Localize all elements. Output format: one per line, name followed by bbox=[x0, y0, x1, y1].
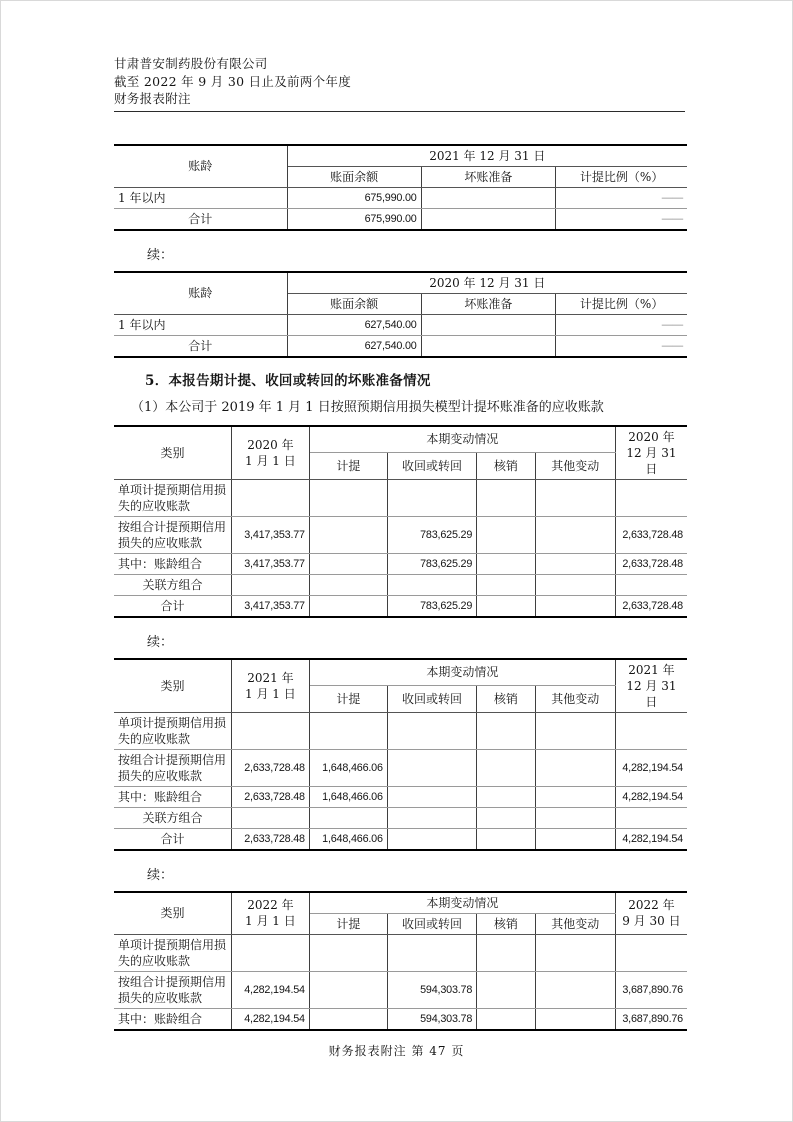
end-cell bbox=[615, 807, 687, 828]
aging-column-header: 账龄 bbox=[114, 145, 287, 188]
begin-date-line1: 2021 年 bbox=[247, 670, 294, 685]
accrual-cell bbox=[309, 553, 387, 574]
date-header: 2020 年 12 月 31 日 bbox=[287, 272, 687, 294]
writeoff-cell bbox=[477, 595, 535, 617]
accrual-cell bbox=[309, 479, 387, 516]
writeoff-cell bbox=[477, 712, 535, 749]
recovery-cell bbox=[387, 479, 476, 516]
provision-table-2020 bbox=[114, 425, 687, 618]
table-row bbox=[114, 786, 687, 807]
begin-cell: 3,417,353.77 bbox=[231, 516, 309, 553]
end-date-header bbox=[615, 659, 687, 713]
row-label-cell: 合计 bbox=[114, 828, 231, 850]
writeoff-cell bbox=[477, 1008, 535, 1030]
row-label-cell: 其中：账龄组合 bbox=[114, 786, 231, 807]
row-label-cell: 合计 bbox=[114, 595, 231, 617]
accrual-cell bbox=[309, 934, 387, 971]
page-footer: 财务报表附注 第 47 页 bbox=[328, 1044, 465, 1058]
total-row bbox=[114, 335, 687, 357]
recovery-cell: 594,303.78 bbox=[387, 1008, 476, 1030]
header-row bbox=[114, 892, 687, 914]
col-header-balance: 账面余额 bbox=[287, 293, 421, 314]
end-cell: 3,687,890.76 bbox=[615, 971, 687, 1008]
recovery-cell bbox=[387, 934, 476, 971]
accrual-cell: 1,648,466.06 bbox=[309, 749, 387, 786]
end-date-line2: 12 月 31 日 bbox=[626, 445, 677, 476]
section-5-1-subheading: （1）本公司于 2019 年 1 月 1 日按照预期信用损失模型计提坏账准备的应收账款 bbox=[131, 399, 604, 415]
end-cell: 2,633,728.48 bbox=[615, 595, 687, 617]
bad-debt-cell bbox=[421, 187, 556, 208]
date-header: 2021 年 12 月 31 日 bbox=[287, 145, 687, 167]
col-header-other: 其他变动 bbox=[535, 913, 615, 934]
begin-date-header bbox=[231, 892, 309, 935]
continued-label: 续： bbox=[147, 867, 174, 883]
table-row bbox=[114, 934, 687, 971]
col-header-other: 其他变动 bbox=[535, 686, 615, 712]
row-label-cell: 合计 bbox=[114, 335, 287, 357]
begin-date-line1: 2020 年 bbox=[247, 437, 294, 452]
total-row bbox=[114, 208, 687, 230]
accrual-cell bbox=[309, 807, 387, 828]
col-header-accrual: 计提 bbox=[309, 913, 387, 934]
continued-label: 续： bbox=[147, 634, 174, 650]
accrual-cell bbox=[309, 574, 387, 595]
document-header bbox=[114, 55, 685, 108]
col-header-bad-debt: 坏账准备 bbox=[421, 293, 556, 314]
end-cell: 2,633,728.48 bbox=[615, 516, 687, 553]
end-cell bbox=[615, 934, 687, 971]
writeoff-cell bbox=[477, 479, 535, 516]
end-date-line1: 2022 年 bbox=[628, 898, 675, 912]
row-label-cell: 关联方组合 bbox=[114, 807, 231, 828]
other-cell bbox=[535, 553, 615, 574]
table-row bbox=[114, 807, 687, 828]
table-row bbox=[114, 749, 687, 786]
recovery-cell bbox=[387, 574, 476, 595]
bad-debt-cell bbox=[421, 314, 556, 335]
provision-table-2021 bbox=[114, 658, 687, 851]
row-label-cell: 关联方组合 bbox=[114, 574, 231, 595]
begin-date-header bbox=[231, 659, 309, 713]
company-name: 甘肃普安制药股份有限公司 bbox=[114, 56, 268, 71]
table-row bbox=[114, 712, 687, 749]
writeoff-cell bbox=[477, 934, 535, 971]
ratio-cell: —— bbox=[556, 208, 687, 230]
row-label-cell: 单项计提预期信用损失的应收账款 bbox=[114, 934, 231, 971]
col-header-recovery: 收回或转回 bbox=[387, 453, 476, 479]
writeoff-cell bbox=[477, 786, 535, 807]
row-label-cell: 按组合计提预期信用损失的应收账款 bbox=[114, 516, 231, 553]
other-cell bbox=[535, 934, 615, 971]
writeoff-cell bbox=[477, 516, 535, 553]
accrual-cell bbox=[309, 595, 387, 617]
table-row bbox=[114, 479, 687, 516]
end-cell bbox=[615, 574, 687, 595]
row-label-cell: 按组合计提预期信用损失的应收账款 bbox=[114, 749, 231, 786]
change-group-header: 本期变动情况 bbox=[309, 426, 615, 453]
writeoff-cell bbox=[477, 749, 535, 786]
end-date-line2: 12 月 31 日 bbox=[626, 678, 677, 709]
row-label-cell: 单项计提预期信用损失的应收账款 bbox=[114, 712, 231, 749]
col-header-bad-debt: 坏账准备 bbox=[421, 166, 556, 187]
ratio-cell: —— bbox=[556, 187, 687, 208]
header-row bbox=[114, 272, 687, 294]
begin-cell bbox=[231, 712, 309, 749]
writeoff-cell bbox=[477, 553, 535, 574]
begin-cell bbox=[231, 934, 309, 971]
end-date-header bbox=[615, 892, 687, 935]
document-title: 财务报表附注 bbox=[114, 91, 191, 106]
writeoff-cell bbox=[477, 807, 535, 828]
other-cell bbox=[535, 786, 615, 807]
other-cell bbox=[535, 595, 615, 617]
recovery-cell bbox=[387, 712, 476, 749]
begin-date-line2: 1 月 1 日 bbox=[245, 914, 296, 928]
accrual-cell bbox=[309, 712, 387, 749]
balance-cell: 675,990.00 bbox=[287, 208, 421, 230]
col-header-ratio: 计提比例（%） bbox=[556, 293, 687, 314]
writeoff-cell bbox=[477, 971, 535, 1008]
row-label-cell: 1 年以内 bbox=[114, 187, 287, 208]
recovery-cell: 594,303.78 bbox=[387, 971, 476, 1008]
header-row bbox=[114, 659, 687, 686]
table-row bbox=[114, 187, 687, 208]
table-row bbox=[114, 516, 687, 553]
col-header-ratio: 计提比例（%） bbox=[556, 166, 687, 187]
other-cell bbox=[535, 749, 615, 786]
end-cell: 2,633,728.48 bbox=[615, 553, 687, 574]
section-5-heading: 5．本报告期计提、收回或转回的坏账准备情况 bbox=[145, 372, 431, 389]
recovery-cell bbox=[387, 749, 476, 786]
other-cell bbox=[535, 712, 615, 749]
recovery-cell: 783,625.29 bbox=[387, 516, 476, 553]
ratio-cell: —— bbox=[556, 314, 687, 335]
recovery-cell: 783,625.29 bbox=[387, 553, 476, 574]
balance-cell: 627,540.00 bbox=[287, 314, 421, 335]
end-cell: 4,282,194.54 bbox=[615, 828, 687, 850]
begin-cell bbox=[231, 807, 309, 828]
accrual-cell: 1,648,466.06 bbox=[309, 828, 387, 850]
end-date-header bbox=[615, 426, 687, 480]
header-divider bbox=[114, 111, 685, 112]
bad-debt-cell bbox=[421, 335, 556, 357]
begin-cell bbox=[231, 479, 309, 516]
table-row bbox=[114, 314, 687, 335]
end-cell bbox=[615, 479, 687, 516]
accrual-cell: 1,648,466.06 bbox=[309, 786, 387, 807]
end-cell bbox=[615, 712, 687, 749]
col-header-other: 其他变动 bbox=[535, 453, 615, 479]
report-period: 截至 2022 年 9 月 30 日止及前两个年度 bbox=[114, 73, 352, 89]
end-cell: 4,282,194.54 bbox=[615, 786, 687, 807]
ratio-cell: —— bbox=[556, 335, 687, 357]
begin-cell: 2,633,728.48 bbox=[231, 786, 309, 807]
aging-table-2020-12-31 bbox=[114, 271, 687, 358]
begin-date-line1: 2022 年 bbox=[247, 898, 294, 912]
recovery-cell bbox=[387, 807, 476, 828]
balance-cell: 627,540.00 bbox=[287, 335, 421, 357]
begin-cell: 3,417,353.77 bbox=[231, 553, 309, 574]
accrual-cell bbox=[309, 516, 387, 553]
row-label-cell: 1 年以内 bbox=[114, 314, 287, 335]
other-cell bbox=[535, 828, 615, 850]
recovery-cell bbox=[387, 786, 476, 807]
recovery-cell: 783,625.29 bbox=[387, 595, 476, 617]
col-header-accrual: 计提 bbox=[309, 453, 387, 479]
end-date-line1: 2020 年 bbox=[628, 429, 675, 444]
header-row bbox=[114, 426, 687, 453]
end-cell: 4,282,194.54 bbox=[615, 749, 687, 786]
other-cell bbox=[535, 479, 615, 516]
category-column-header: 类别 bbox=[114, 659, 231, 713]
begin-cell: 3,417,353.77 bbox=[231, 595, 309, 617]
category-column-header: 类别 bbox=[114, 426, 231, 480]
end-cell: 3,687,890.76 bbox=[615, 1008, 687, 1030]
begin-cell: 4,282,194.54 bbox=[231, 1008, 309, 1030]
aging-column-header: 账龄 bbox=[114, 272, 287, 315]
continued-label: 续： bbox=[147, 247, 174, 263]
row-label-cell: 其中：账龄组合 bbox=[114, 1008, 231, 1030]
row-label-cell: 单项计提预期信用损失的应收账款 bbox=[114, 479, 231, 516]
begin-cell: 4,282,194.54 bbox=[231, 971, 309, 1008]
end-date-line1: 2021 年 bbox=[628, 662, 675, 677]
other-cell bbox=[535, 574, 615, 595]
balance-cell: 675,990.00 bbox=[287, 187, 421, 208]
begin-date-line2: 1 月 1 日 bbox=[245, 686, 296, 701]
begin-date-line2: 1 月 1 日 bbox=[245, 453, 296, 468]
table-row bbox=[114, 574, 687, 595]
row-label-cell: 其中：账龄组合 bbox=[114, 553, 231, 574]
other-cell bbox=[535, 971, 615, 1008]
col-header-writeoff: 核销 bbox=[477, 686, 535, 712]
begin-cell: 2,633,728.48 bbox=[231, 749, 309, 786]
provision-table-2022 bbox=[114, 891, 687, 1031]
col-header-writeoff: 核销 bbox=[477, 913, 535, 934]
writeoff-cell bbox=[477, 828, 535, 850]
aging-table-2021-12-31 bbox=[114, 144, 687, 231]
accrual-cell bbox=[309, 971, 387, 1008]
bad-debt-cell bbox=[421, 208, 556, 230]
total-row bbox=[114, 828, 687, 850]
col-header-balance: 账面余额 bbox=[287, 166, 421, 187]
other-cell bbox=[535, 1008, 615, 1030]
end-date-line2: 9 月 30 日 bbox=[622, 914, 681, 928]
table-row bbox=[114, 1008, 687, 1030]
table-row bbox=[114, 971, 687, 1008]
other-cell bbox=[535, 807, 615, 828]
change-group-header: 本期变动情况 bbox=[309, 659, 615, 686]
begin-date-header bbox=[231, 426, 309, 480]
header-row bbox=[114, 145, 687, 167]
row-label-cell: 合计 bbox=[114, 208, 287, 230]
col-header-writeoff: 核销 bbox=[477, 453, 535, 479]
category-column-header: 类别 bbox=[114, 892, 231, 935]
row-label-cell: 按组合计提预期信用损失的应收账款 bbox=[114, 971, 231, 1008]
recovery-cell bbox=[387, 828, 476, 850]
col-header-recovery: 收回或转回 bbox=[387, 913, 476, 934]
col-header-accrual: 计提 bbox=[309, 686, 387, 712]
other-cell bbox=[535, 516, 615, 553]
writeoff-cell bbox=[477, 574, 535, 595]
begin-cell bbox=[231, 574, 309, 595]
accrual-cell bbox=[309, 1008, 387, 1030]
begin-cell: 2,633,728.48 bbox=[231, 828, 309, 850]
total-row bbox=[114, 595, 687, 617]
change-group-header: 本期变动情况 bbox=[309, 892, 615, 914]
table-row bbox=[114, 553, 687, 574]
col-header-recovery: 收回或转回 bbox=[387, 686, 476, 712]
